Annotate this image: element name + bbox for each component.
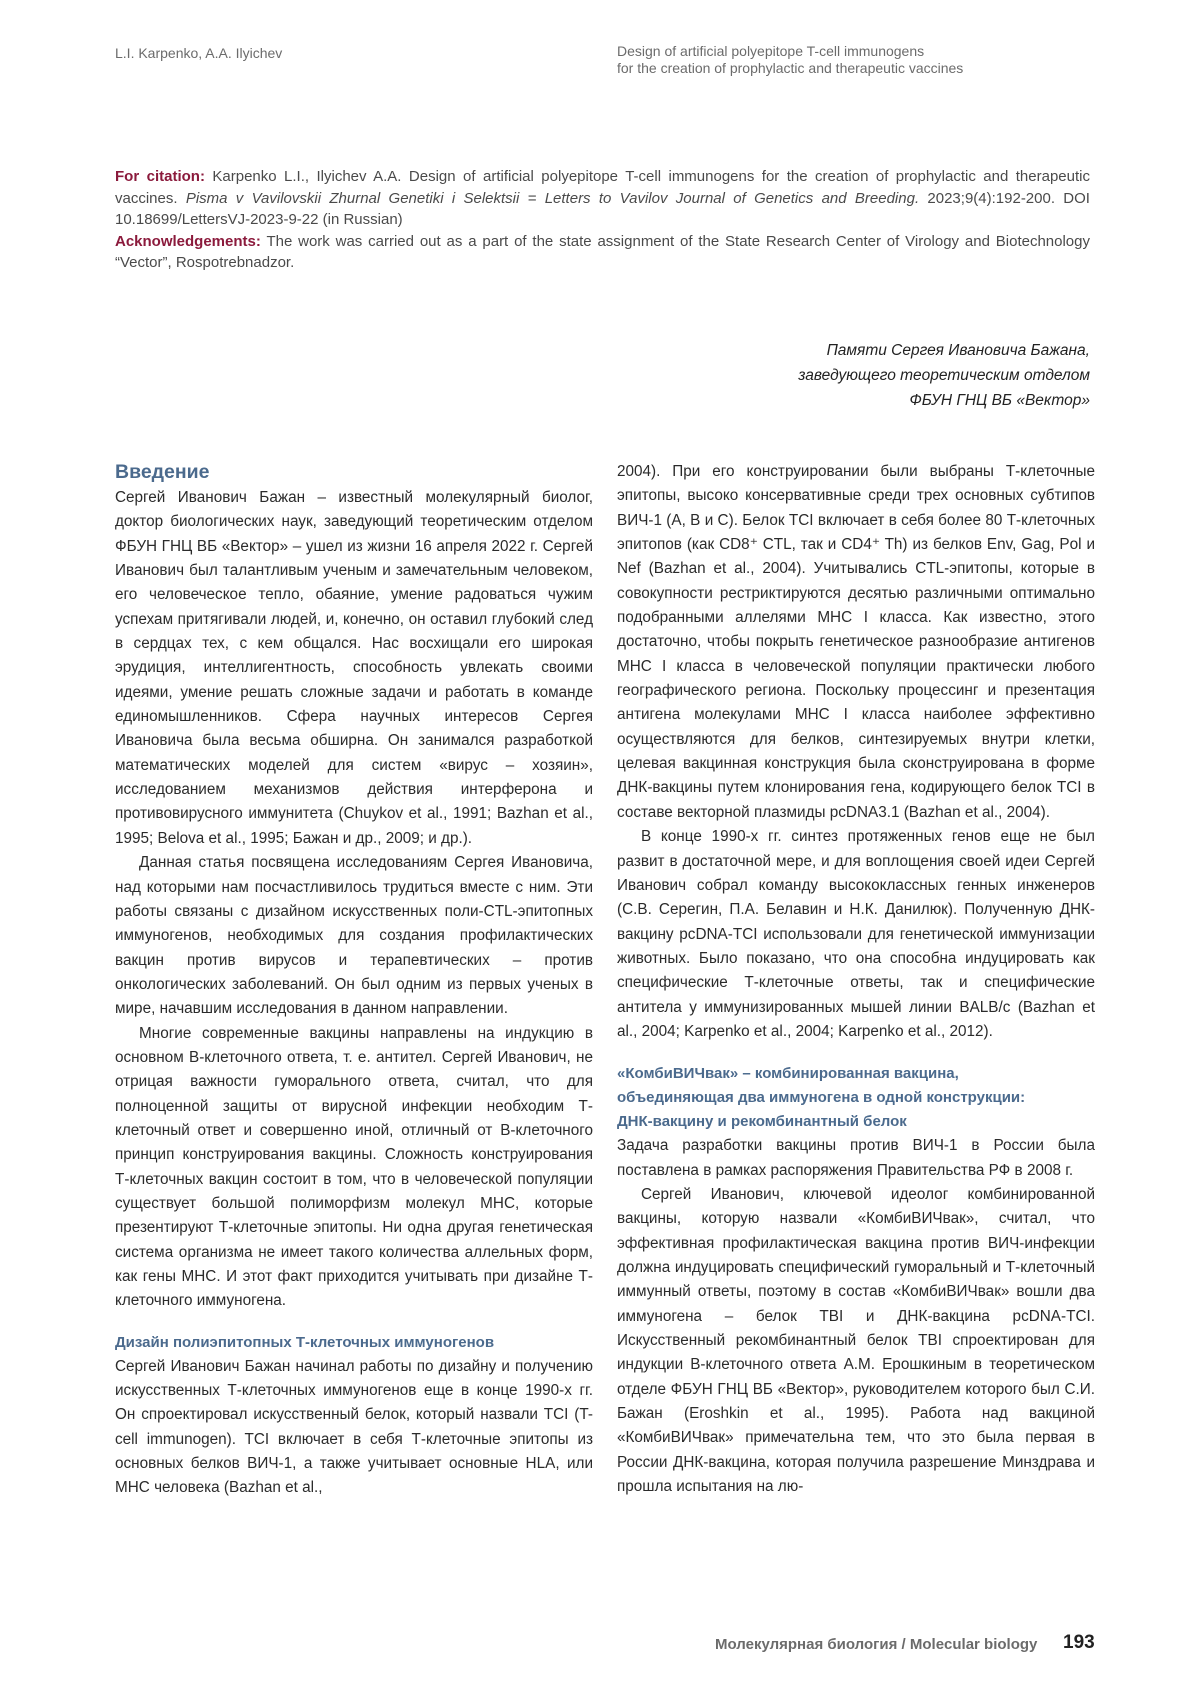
- acknowledgements-label: Acknowledgements:: [115, 232, 261, 250]
- running-header-title-line1: Design of artificial polyepitope T-cell immunogens: [617, 43, 925, 59]
- kombi-heading-line1: «КомбиВИЧвак» – комбинированная вакцина,: [617, 1065, 959, 1083]
- left-column: [115, 460, 593, 1501]
- intro-paragraph-2: Данная статья посвящена исследованиям Сергея Ивановича, над которыми нам посчастливилось трудиться вместе с ним. Эти работы связаны с дизайном искусственных поли-CTL-эпитопных иммуногенов, необходимых для создания профилактических вакцин против вирусов и терапевтических – против онкологических заболеваний. Он был одним из первых ученых в мире, начавшим исследования в данном направлении.: [115, 854, 593, 1018]
- citation-label: For citation:: [115, 168, 205, 185]
- kombi-paragraph-2: Сергей Иванович, ключевой идеолог комбинированной вакцины, которую назвали «КомбиВИЧвак», считал, что эффективная профилактическая вакцина против ВИЧ-инфекции должна индуцировать специфический гуморальный и Т-клеточный иммунный ответы, поэтому в состав «КомбиВИЧвак» вошли два иммуногена – белок TBI и ДНК-вакцина pcDNA-TCI. Искусственный рекомбинантный белок TBI спроектирован для индукции В-клеточного ответа А.М. Ерошкиным в теоретическом отделе ФБУН ГНЦ ВБ «Вектор», руководителем которого был С.И. Бажан (Eroshkin et al., 1995). Работа над вакциной «КомбиВИЧвак» примечательна тем, что это была первая в России ДНК-вакцина, которая получила разрешение Минздрава и прошла испытания на лю-: [617, 1185, 1095, 1496]
- kombi-paragraph-1: Задача разработки вакцины против ВИЧ-1 в России была поставлена в рамках распоряжения Правительства РФ в 2008 г.: [617, 1137, 1095, 1179]
- right-column: [617, 460, 1095, 1499]
- section-spacer: [115, 1314, 593, 1331]
- citation-block: [115, 166, 1090, 274]
- running-header-title: [617, 43, 963, 77]
- design-paragraph-2: В конце 1990-х гг. синтез протяженных генов еще не был развит в достаточной мере, и для воплощения своей идеи Сергей Иванович собрал команду высококлассных генных инженеров (С.В. Серегин, П.А. Белавин и Н.К. Данилюк). Полученную ДНК-вакцину pcDNA-TCI использовали для генетической иммунизации животных. Было показано, что она способна индуцировать как специфические Т-клеточные ответы, так и специфические антитела у иммунизированных мышей линии BALB/c (Bazhan et al., 2004; Karpenko et al., 2004; Karpenko et al., 2012).: [617, 828, 1095, 1040]
- running-header-title-line2: for the creation of prophylactic and therapeutic vaccines: [617, 60, 964, 76]
- acknowledgements-paragraph: [115, 231, 1090, 274]
- intro-paragraph-1: Сергей Иванович Бажан – известный молекулярный биолог, доктор биологических наук, заведующий теоретическим отделом ФБУН ГНЦ ВБ «Вектор» – ушел из жизни 16 апреля 2022 г. Сергей Иванович был талантливым ученым и замечательным человеком, его человеческое тепло, обаяние, умение радоваться чужим успехам притягивали людей, и, конечно, он оставил глубокий след в сердцах тех, с кем общался. Нас восхищали его широкая эрудиция, интеллигентность, способность увлекать своими идеями, умение решать сложные задачи и работать в команде единомышленников. Сфера научных интересов Сергея Ивановича была весьма обширна. Он занимался разработкой математических моделей для систем «вирус – хозяин», исследованием механизмов действия интерферона и противовирусного иммунитета (Chuykov et al., 1991; Bazhan et al., 1995; Belova et al., 1995; Бажан и др., 2009; и др.).: [115, 489, 593, 847]
- kombi-heading-line2: объединяющая два иммуногена в одной конструкции:: [617, 1089, 1026, 1107]
- dedication-line3: ФБУН ГНЦ ВБ «Вектор»: [909, 392, 1090, 409]
- running-header-authors: L.I. Karpenko, A.A. Ilyichev: [115, 45, 283, 61]
- citation-journal: Pisma v Vavilovskii Zhurnal Genetiki i Selektsii = Letters to Vavilov Journal of Genetics and Breeding.: [185, 189, 920, 207]
- citation-text-after: 2023;9(4):192-200. DOI 10.18699/LettersVJ-2023-9-22 (in Russian): [115, 189, 1090, 228]
- kombi-heading: [617, 1062, 1095, 1134]
- dedication-line2: заведующего теоретическим отделом: [798, 367, 1090, 384]
- design-paragraph-1: Сергей Иванович Бажан начинал работы по дизайну и получению искусственных Т-клеточных иммуногенов еще в конце 1990-х гг. Он спроектировал искусственный белок, который назвали TCI (T-cell immunogen). TCI включает в себя Т-клеточные эпитопы из основных белков ВИЧ-1, а также учитывает основные HLA, или МНС человека (Bazhan et al.,: [115, 1357, 593, 1497]
- page-number: 193: [1063, 1632, 1095, 1653]
- dedication: [798, 338, 1090, 413]
- section-spacer: [617, 1044, 1095, 1062]
- acknowledgements-text: The work was carried out as a part of the state assignment of the State Research Center of Virology and Biotechnology “Vector”, Rospotrebnadzor.: [115, 232, 1090, 271]
- kombi-heading-line3: ДНК-вакцину и рекомбинантный белок: [617, 1113, 907, 1131]
- citation-paragraph: [115, 166, 1090, 231]
- dedication-line1: Памяти Сергея Ивановича Бажана,: [826, 342, 1090, 359]
- intro-paragraph-3: Многие современные вакцины направлены на индукцию в основном В-клеточного ответа, т. е. антител. Сергей Иванович, не отрицая важности гуморального ответа, считал, что для полноценной защиты от вирусной инфекции необходим Т-клеточный ответ и совершенно иной, отличный от В-клеточного принцип конструирования вакцины. Сложность конструирования Т-клеточных вакцин состоит в том, что в человеческой популяции существует большой полиморфизм молекул МНС, которые презентируют Т-клеточные эпитопы. Ни одна другая генетическая система организма не имеет такого количества аллельных форм, как гены МНС. И этот факт приходится учитывать при дизайне Т-клеточного иммуногена.: [115, 1024, 593, 1310]
- design-heading: Дизайн полиэпитопных Т-клеточных иммуногенов: [115, 1333, 495, 1351]
- intro-heading: Введение: [115, 461, 210, 483]
- citation-text-before: Karpenko L.I., Ilyichev A.A. Design of artificial polyepitope T-cell immunogens for the creation of prophylactic and therapeutic vaccines.: [115, 168, 1090, 207]
- footer-section-label: Молекулярная биология / Molecular biology: [715, 1636, 1038, 1653]
- design-paragraph-1-continued: 2004). При его конструировании были выбраны Т-клеточные эпитопы, высоко консервативные среди трех основных субтипов ВИЧ-1 (A, B и C). Белок TCI включает в себя более 80 Т-клеточных эпитопов (как CD8⁺ CTL, так и CD4⁺ Th) из белков Env, Gag, Pol и Nef (Bazhan et al., 2004). Учитывались CTL-эпитопы, которые в совокупности рестриктируются десятью различными оптимально подобранными аллелями МНС I класса. Как известно, этого достаточно, чтобы покрыть генетическое разнообразие антигенов МНС I класса в человеческой популяции практически любого географического региона. Поскольку процессинг и презентация антигена молекулами МНС I класса наиболее эффективно осуществляются для белков, синтезируемых внутри клетки, целевая вакцинная конструкция была сконструирована в форме ДНК-вакцины путем клонирования гена, кодирующего белок TCI в составе векторной плазмиды pcDNA3.1 (Bazhan et al., 2004).: [617, 463, 1095, 821]
